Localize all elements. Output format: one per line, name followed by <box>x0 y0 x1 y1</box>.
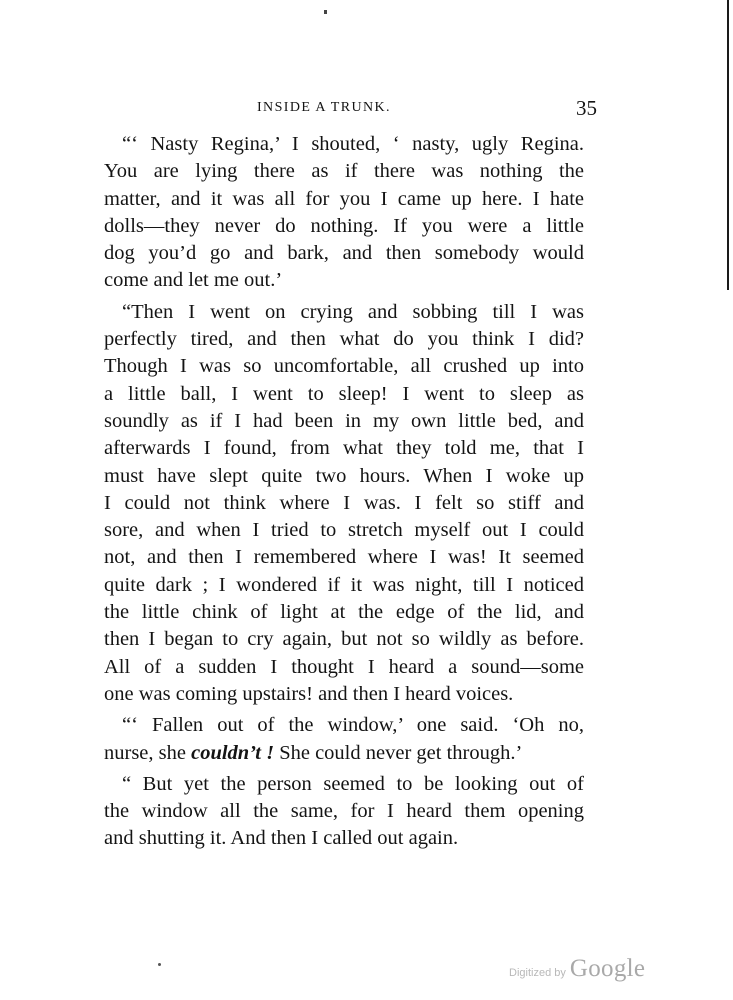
text-line: dog you’d go and bark, and then somebody would <box>104 242 584 265</box>
body-text <box>104 131 584 853</box>
page-edge-line <box>727 0 729 290</box>
running-head: INSIDE A TRUNK. <box>257 100 391 115</box>
text-line: not, and then I remembered where I was! It seemed <box>104 546 584 569</box>
text-line: I could not think where I was. I felt so stiff and <box>104 491 584 514</box>
text-line: “ But yet the person seemed to be looking out of <box>122 772 584 795</box>
text-line: the window all the same, for I heard them opening <box>104 800 584 823</box>
ink-speck <box>158 963 161 966</box>
text-line: one was coming upstairs! and then I heard voices. <box>104 682 514 705</box>
text-line: perfectly tired, and then what do you think I did? <box>104 328 584 351</box>
text-line: then I began to cry again, but not so wildly as before. <box>104 628 584 651</box>
text-line: sore, and when I tried to stretch myself out I could <box>104 519 584 542</box>
text-line: a little ball, I went to sleep! I went to sleep as <box>104 382 584 405</box>
text-line: All of a sudden I thought I heard a sound—some <box>104 655 584 678</box>
watermark-prefix: Digitized by <box>509 967 566 979</box>
text-line: the little chink of light at the edge of the lid, and <box>104 601 584 624</box>
text-line: “‘ Fallen out of the window,’ one said. ‘Oh no, <box>122 714 584 737</box>
page-number: 35 <box>576 96 597 120</box>
page-header <box>257 96 597 126</box>
ink-speck <box>324 10 327 14</box>
text-run: She could never get through.’ <box>274 741 523 764</box>
emphasis-text: couldn’t ! <box>191 741 275 764</box>
text-line: come and let me out.’ <box>104 269 283 292</box>
text-line: “Then I went on crying and sobbing till I was <box>122 300 584 323</box>
text-line: You are lying there as if there was nothing the <box>104 160 584 183</box>
text-line: Though I was so uncomfortable, all crushed up into <box>104 355 584 378</box>
text-line: afterwards I found, from what they told me, that I <box>104 437 584 460</box>
text-run: nurse, she <box>104 741 192 764</box>
text-line: dolls—they never do nothing. If you were a little <box>104 214 584 237</box>
text-line: quite dark ; I wondered if it was night, till I noticed <box>104 573 584 596</box>
google-logo: Google <box>569 955 646 982</box>
text-line: and shutting it. And then I called out again. <box>104 827 459 850</box>
text-line-mixed <box>104 740 584 767</box>
text-line: must have slept quite two hours. When I woke up <box>104 464 584 487</box>
text-line: “‘ Nasty Regina,’ I shouted, ‘ nasty, ugly Regina. <box>122 133 584 155</box>
text-line: soundly as if I had been in my own little bed, and <box>104 409 584 432</box>
digitized-watermark <box>509 955 645 983</box>
text-line: matter, and it was all for you I came up here. I hate <box>104 187 584 210</box>
